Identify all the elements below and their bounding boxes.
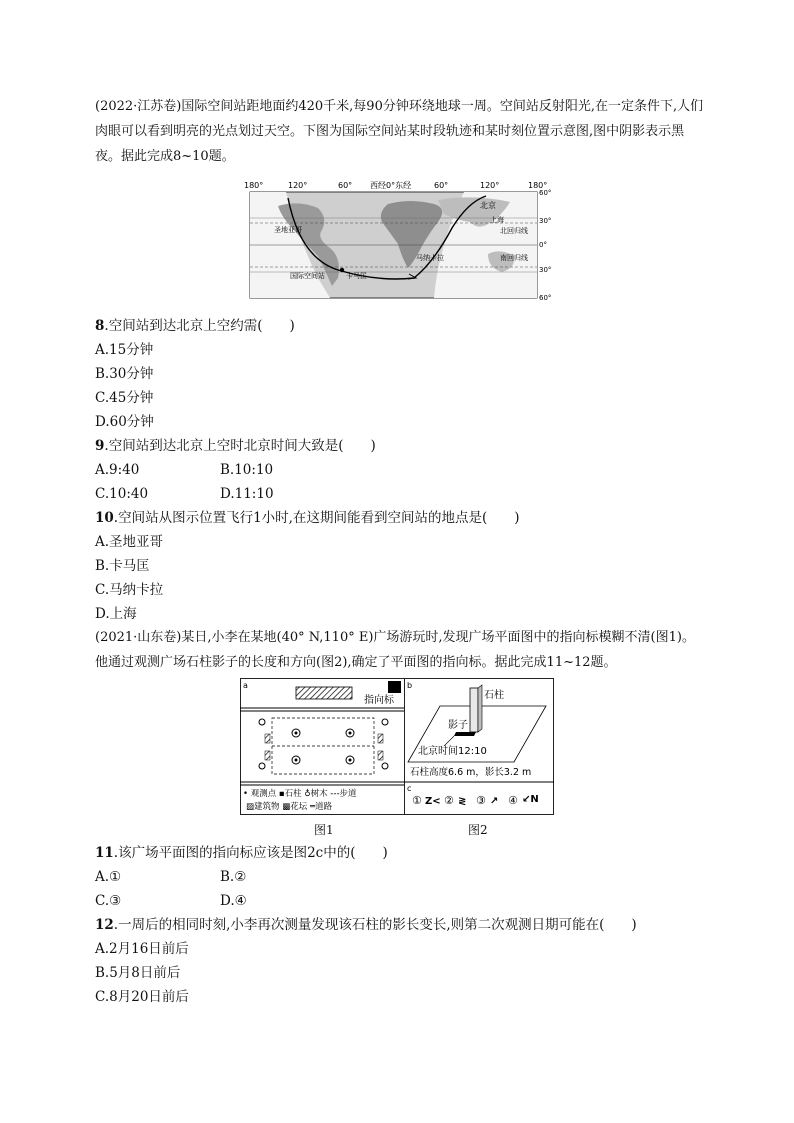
flowerbed-icon	[378, 734, 383, 743]
option-a[interactable]: A.15分钟	[95, 342, 154, 358]
option-c[interactable]: C.马纳卡拉	[95, 582, 164, 598]
place-kama: 卡马匡	[346, 272, 367, 280]
option-a[interactable]: A.9:40	[95, 462, 140, 478]
flowerbed-icon	[265, 734, 270, 743]
legend-row-1: • 观测点 ▪石柱 ♁树木 ---步道	[243, 789, 357, 799]
map-lon-label: 西经0°东经	[370, 181, 412, 190]
panel-label-b: b	[407, 681, 413, 690]
stone-pillar-icon	[349, 759, 352, 762]
figure-1-caption: 图1	[314, 823, 334, 837]
option-a[interactable]: A.①	[95, 869, 122, 885]
figure-1-plaza-plan	[240, 678, 406, 816]
north-arrow-icon: ≷	[458, 796, 467, 807]
stone-pillar-side	[478, 685, 482, 732]
place-beijing: 北京	[480, 201, 496, 210]
map-lon-label: 60°	[338, 181, 353, 190]
place-santiago: 圣地亚哥	[274, 226, 302, 234]
question-stem: .空间站到达北京上空约需( )	[104, 318, 295, 334]
question-11	[95, 843, 388, 863]
building-block	[296, 687, 352, 699]
option-b[interactable]: B.10:10	[220, 462, 274, 478]
option-b[interactable]: B.30分钟	[95, 366, 154, 382]
panel-label-a: a	[243, 681, 248, 690]
option-d[interactable]: D.④	[220, 893, 247, 909]
map-lat-label: 60°	[539, 189, 552, 197]
question-number: 12	[95, 917, 114, 933]
map-lon-label: 120°	[480, 181, 500, 190]
choice-1: ①	[412, 794, 422, 807]
question-stem: .该广场平面图的指向标应该是图2c中的( )	[113, 845, 388, 861]
place-south-tropic: 南回归线	[500, 254, 528, 262]
iss-position-dot	[340, 268, 344, 272]
map-lat-label: 30°	[539, 217, 552, 225]
flowerbed-icon	[378, 751, 383, 760]
stone-pillar-icon	[295, 759, 298, 762]
figure-2-pillar-shadow	[404, 678, 554, 816]
pointer-box	[388, 681, 401, 693]
measurement-label: 石柱高度6.6 m，影长3.2 m	[410, 767, 532, 778]
map-lon-label: 120°	[288, 181, 308, 190]
flowerbed-icon	[265, 751, 270, 760]
question-8	[95, 316, 295, 336]
map-lon-label: 60°	[434, 181, 449, 190]
question-number: 9	[95, 438, 105, 454]
option-d[interactable]: D.11:10	[220, 486, 274, 502]
option-d[interactable]: D.上海	[95, 606, 137, 622]
stone-pillar-icon	[349, 732, 352, 735]
question-12	[95, 915, 637, 935]
choice-2: ②	[444, 794, 454, 807]
pointer-label: 指向标	[364, 695, 394, 706]
place-manacara: 马纳卡拉	[416, 254, 444, 262]
panel-label-c: c	[407, 784, 412, 793]
option-d[interactable]: D.60分钟	[95, 414, 154, 430]
stone-pillar-icon	[295, 732, 298, 735]
place-iss: 国际空间站	[290, 272, 325, 280]
question-number: 8	[95, 318, 105, 334]
choice-4: ④	[508, 794, 518, 807]
stone-pillar-label: 石柱	[484, 690, 504, 701]
map-lon-label: 180°	[528, 181, 548, 190]
question-stem: .空间站到达北京上空时北京时间大致是( )	[104, 438, 376, 454]
question-stem: .一周后的相同时刻,小李再次测量发现该石柱的影长变长,则第二次观测日期可能在( )	[113, 917, 637, 933]
intro-paragraph-1: (2022·江苏卷)国际空间站距地面约420千米,每90分钟环绕地球一周。空间站反射阳光,在一定条件下,人们肉眼可以看到明亮的光点划过天空。下图为国际空间站某时段轨迹和某时刻位置示意图,图中阴影表示黑夜。据此完成8~10题。	[95, 99, 704, 164]
option-c[interactable]: C.8月20日前后	[95, 989, 189, 1005]
option-c[interactable]: C.③	[95, 893, 122, 909]
pillar-shadow	[454, 732, 476, 736]
option-c[interactable]: C.10:40	[95, 486, 149, 502]
legend-row-2: ▨建筑物 ▩花坛 ═道路	[246, 802, 333, 812]
north-arrow-icon: Z<	[425, 796, 441, 807]
question-number: 11	[95, 845, 114, 861]
map-lon-label: 180°	[244, 181, 264, 190]
option-b[interactable]: B.卡马匡	[95, 558, 150, 574]
question-10	[95, 508, 520, 528]
intro-paragraph-2: (2021·山东卷)某日,小李在某地(40° N,110° E)广场游玩时,发现广场平面图中的指向标模糊不清(图1)。他通过观测广场石柱影子的长度和方向(图2),确定了平面图的指向标。据此完成11~12题。	[95, 630, 695, 670]
north-arrow-icon: ↗	[490, 796, 499, 807]
map-lat-label: 60°	[539, 294, 552, 302]
iss-orbit-map	[238, 178, 558, 304]
stone-pillar	[470, 688, 478, 732]
choice-3: ③	[476, 794, 486, 807]
question-number: 10	[95, 510, 114, 526]
option-a[interactable]: A.圣地亚哥	[95, 534, 164, 550]
question-stem: .空间站从图示位置飞行1小时,在这期间能看到空间站的地点是( )	[113, 510, 520, 526]
option-b[interactable]: B.②	[220, 869, 247, 885]
figure-2-caption: 图2	[468, 823, 488, 837]
place-north-tropic: 北回归线	[500, 227, 528, 235]
beijing-time-label: 北京时间12:10	[418, 746, 487, 757]
option-b[interactable]: B.5月8日前后	[95, 965, 181, 981]
option-c[interactable]: C.45分钟	[95, 390, 154, 406]
question-9	[95, 436, 376, 456]
north-arrow-icon: ↙N	[522, 794, 539, 805]
shadow-label: 影子	[448, 720, 468, 731]
option-a[interactable]: A.2月16日前后	[95, 941, 189, 957]
map-lat-label: 0°	[539, 241, 547, 249]
map-lat-label: 30°	[539, 266, 552, 274]
place-shanghai: 上海	[490, 216, 504, 224]
